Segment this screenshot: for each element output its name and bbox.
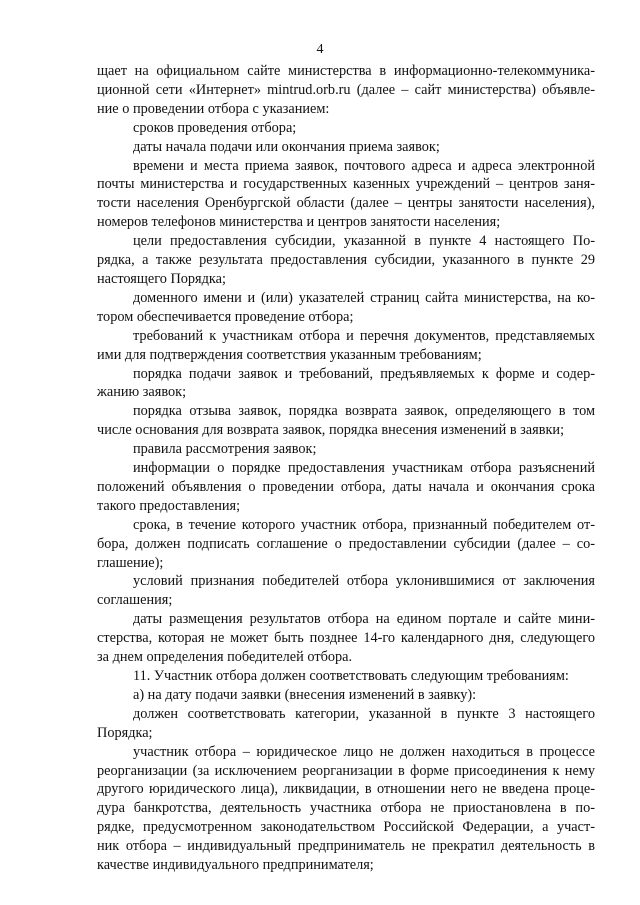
text-line: реорганизации (за исключением реорганизации в форме присоединения к нему bbox=[97, 762, 595, 779]
text-line: сроков проведения отбора; bbox=[133, 119, 297, 136]
text-line: времени и места приема заявок, почтового адреса и адреса электронной bbox=[133, 157, 595, 174]
paragraph bbox=[97, 516, 595, 573]
text-line: рядка, а также результата предоставления субсидии, указанного в пункте 29 bbox=[97, 252, 595, 269]
text-line: тости населения Оренбургской области (далее – центры занятости населения), bbox=[97, 195, 595, 212]
paragraph bbox=[97, 440, 595, 459]
text-line: соглашения; bbox=[97, 592, 173, 609]
paragraph bbox=[97, 365, 595, 403]
paragraph bbox=[97, 686, 595, 705]
text-line: доменного имени и (или) указателей страниц сайта министерства, на ко- bbox=[133, 289, 595, 306]
text-line: ник отбора – индивидуальный предприниматель не прекратил деятельность в bbox=[97, 838, 595, 855]
text-line: глашение); bbox=[97, 554, 164, 571]
text-line: дура банкротства, деятельность участника отбора не приостановлена в по- bbox=[97, 800, 595, 817]
text-line: должен соответствовать категории, указанной в пункте 3 настоящего bbox=[133, 705, 595, 722]
text-line: даты начала подачи или окончания приема заявок; bbox=[133, 138, 440, 155]
text-line: щает на официальном сайте министерства в информационно-телекоммуника- bbox=[97, 63, 595, 79]
paragraph bbox=[97, 119, 595, 138]
text-line: качестве индивидуального предпринимателя; bbox=[97, 857, 374, 874]
text-line: жанию заявок; bbox=[97, 384, 187, 401]
text-line: условий признания победителей отбора уклонившимися от заключения bbox=[133, 573, 595, 590]
paragraph bbox=[97, 705, 595, 743]
paragraph bbox=[97, 459, 595, 516]
text-line: Порядка; bbox=[97, 724, 153, 741]
text-line: ими для подтверждения соответствия указанным требованиям; bbox=[97, 346, 482, 363]
text-line: рядке, предусмотренном законодательством Российской Федерации, а участ- bbox=[97, 819, 595, 836]
paragraph bbox=[97, 62, 595, 119]
text-line: за днем определения победителей отбора. bbox=[97, 649, 353, 666]
paragraph bbox=[97, 402, 595, 440]
paragraph bbox=[97, 572, 595, 610]
text-line: правила рассмотрения заявок; bbox=[133, 441, 317, 458]
text-line: информации о порядке предоставления участникам отбора разъяснений bbox=[133, 460, 595, 477]
text-line: другого юридического лица), ликвидации, в отношении него не введена проце- bbox=[97, 781, 595, 798]
text-line: ние о проведении отбора с указанием: bbox=[97, 100, 330, 117]
text-line: числе основания для возврата заявок, порядка внесения изменений в заявки; bbox=[97, 422, 565, 439]
text-line: такого предоставления; bbox=[97, 497, 241, 514]
paragraph bbox=[97, 667, 595, 686]
text-line: цели предоставления субсидии, указанной в пункте 4 настоящего По- bbox=[133, 233, 595, 250]
paragraph bbox=[97, 157, 595, 233]
paragraph bbox=[97, 289, 595, 327]
page-number: 4 bbox=[316, 42, 324, 57]
text-line: номеров телефонов министерства и центров занятости населения; bbox=[97, 214, 501, 231]
text-line: ционной сети «Интернет» mintrud.orb.ru (далее – сайт министерства) объявле- bbox=[97, 81, 595, 98]
paragraph bbox=[97, 743, 595, 875]
text-line: стерства, которая не может быть позднее 14-го календарного дня, следующего bbox=[97, 630, 595, 647]
paragraph bbox=[97, 232, 595, 289]
text-line: порядка подачи заявок и требований, предъявляемых к форме и содер- bbox=[133, 365, 595, 382]
text-line: участник отбора – юридическое лицо не должен находиться в процессе bbox=[133, 743, 595, 760]
text-line: 11. Участник отбора должен соответствовать следующим требованиям: bbox=[133, 668, 569, 684]
text-line: даты размещения результатов отбора на едином портале и сайте мини- bbox=[133, 611, 595, 628]
text-line: а) на дату подачи заявки (внесения изменений в заявку): bbox=[133, 686, 477, 703]
document-body bbox=[97, 62, 595, 875]
text-line: настоящего Порядка; bbox=[97, 270, 226, 287]
text-line: бора, должен подписать соглашение о предоставлении субсидии (далее – со- bbox=[97, 535, 595, 552]
paragraph bbox=[97, 327, 595, 365]
text-line: почты министерства и государственных казенных учреждений – центров заня- bbox=[97, 176, 595, 193]
text-line: порядка отзыва заявок, порядка возврата заявок, определяющего в том bbox=[133, 403, 595, 420]
paragraph bbox=[97, 610, 595, 667]
text-line: требований к участникам отбора и перечня документов, представляемых bbox=[133, 327, 595, 344]
text-line: тором обеспечивается проведение отбора; bbox=[97, 308, 354, 325]
text-line: срока, в течение которого участник отбора, признанный победителем от- bbox=[133, 516, 595, 533]
paragraph bbox=[97, 138, 595, 157]
text-line: положений объявления о проведении отбора, даты начала и окончания срока bbox=[97, 478, 595, 495]
